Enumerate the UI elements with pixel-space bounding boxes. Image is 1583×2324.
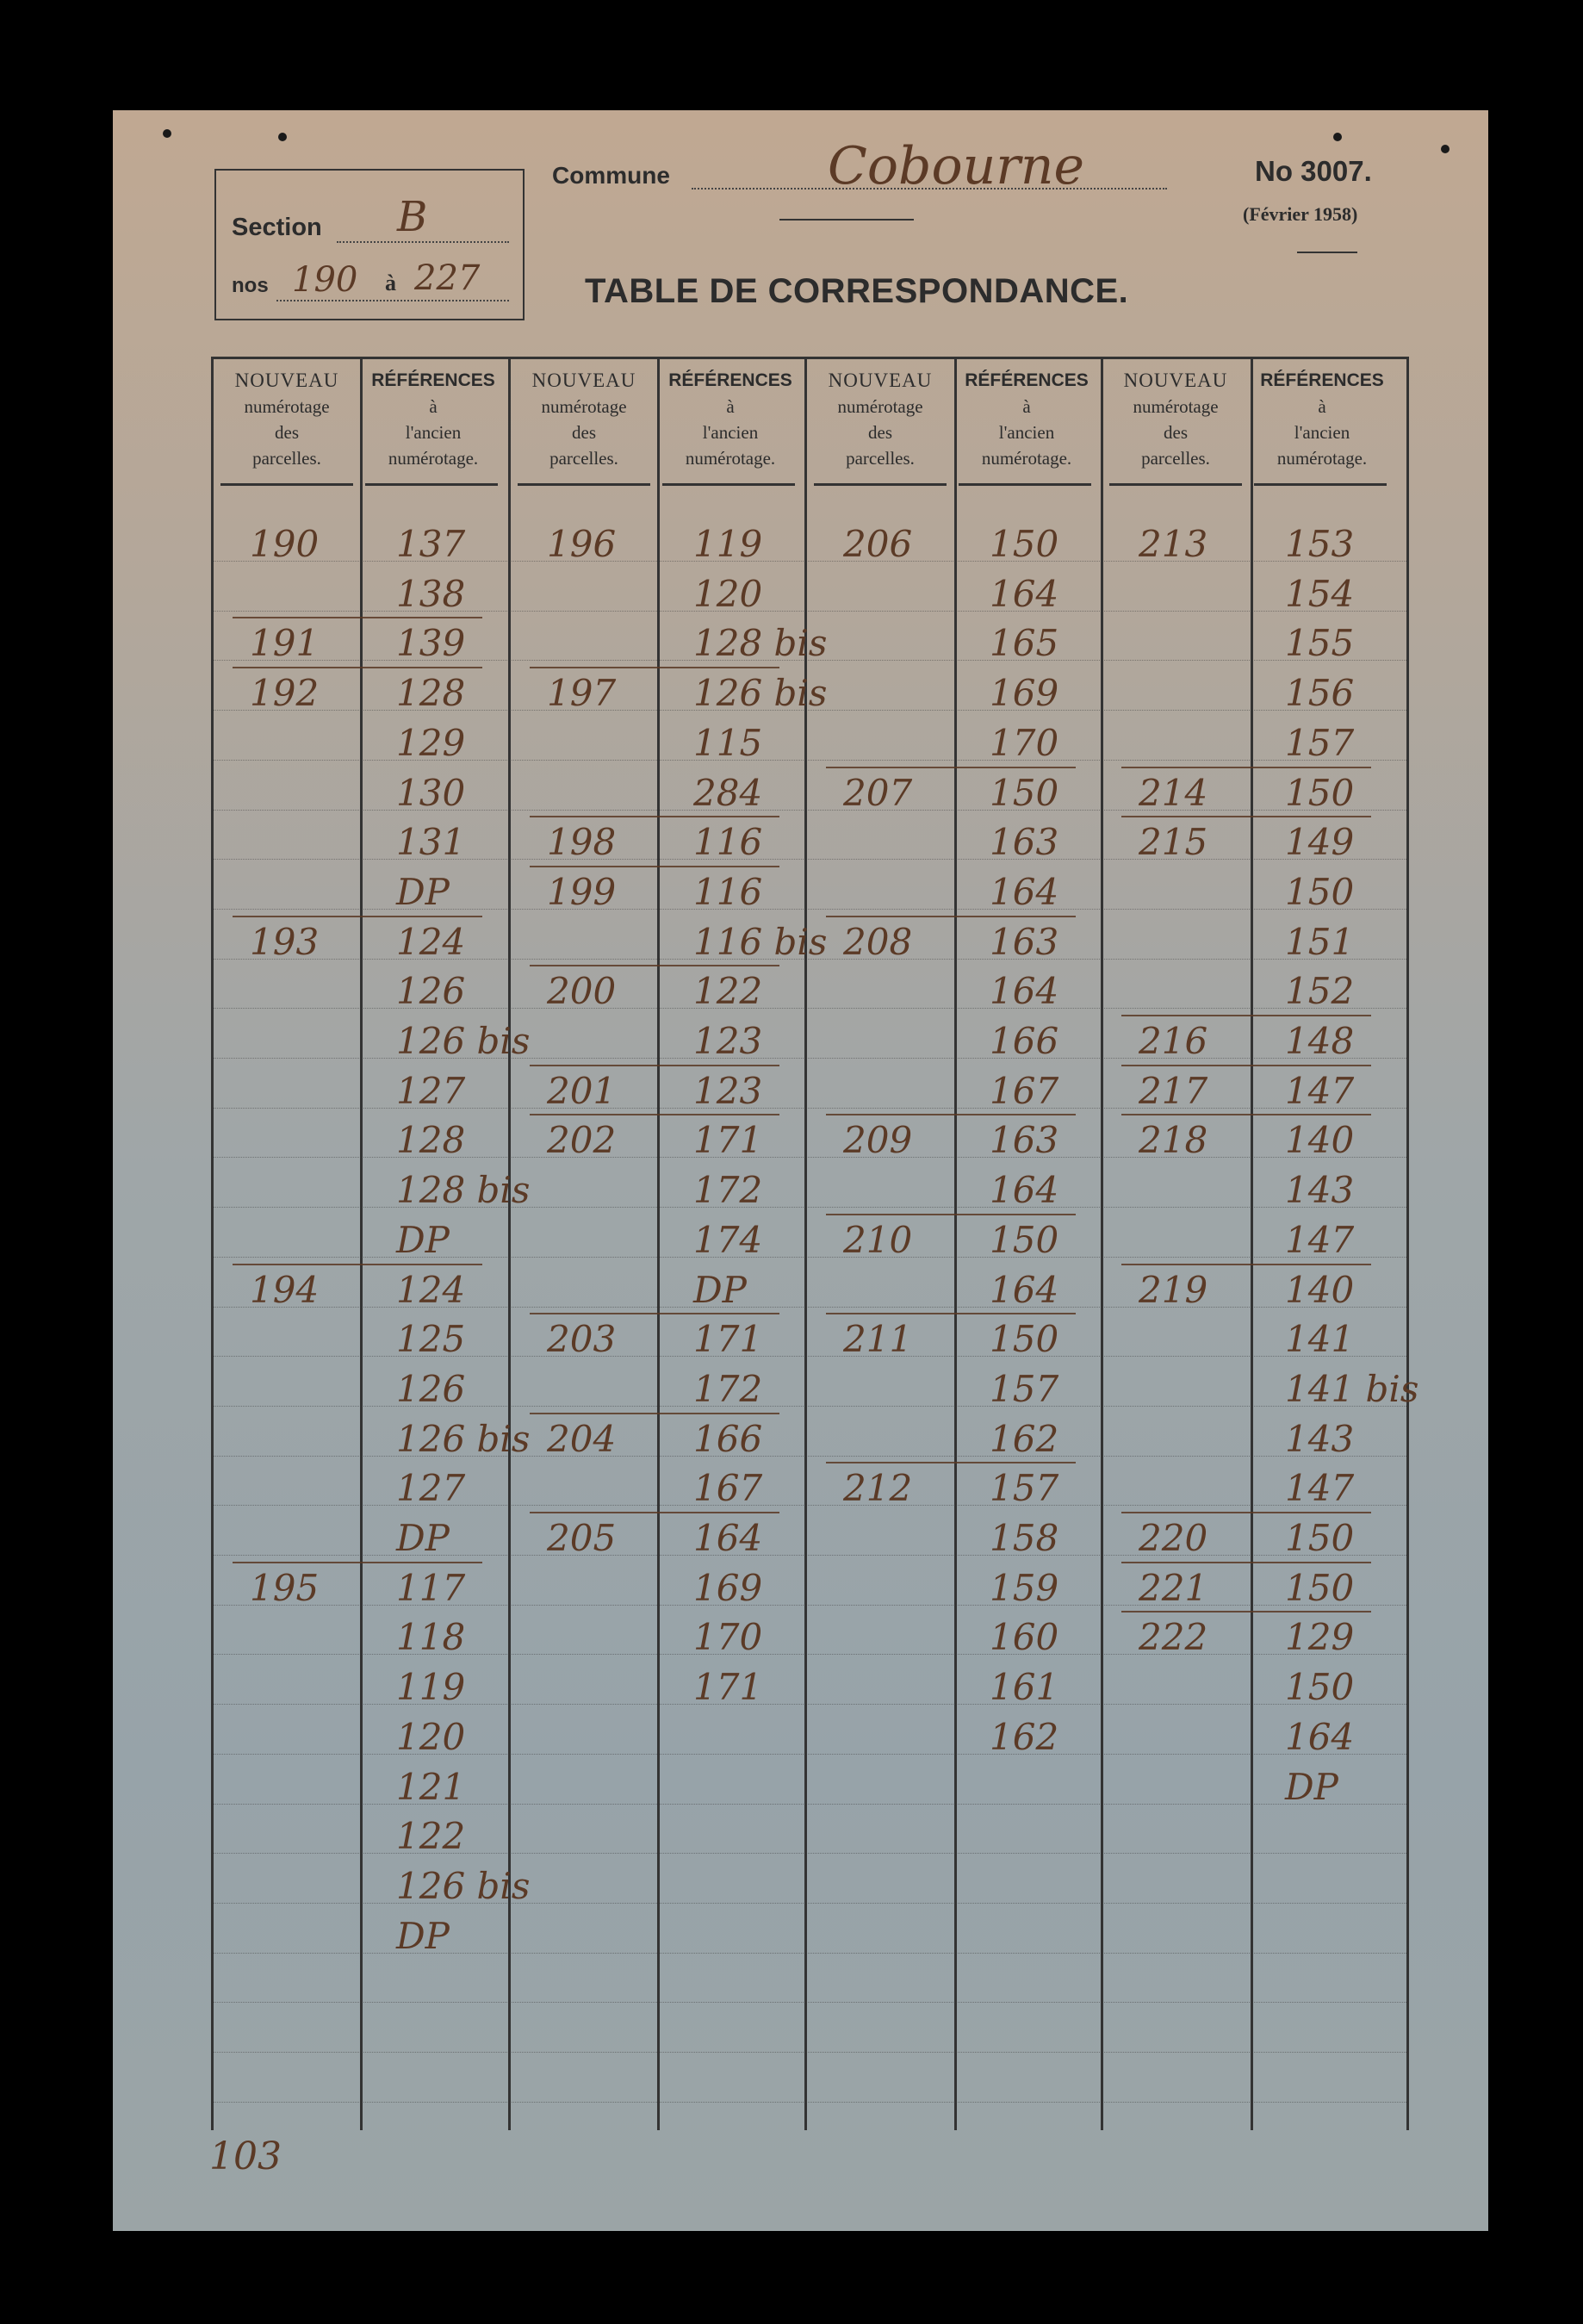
old-reference-number: 126 bbox=[396, 1367, 466, 1410]
old-reference-number: 164 bbox=[990, 1268, 1059, 1311]
old-reference-number: 165 bbox=[990, 622, 1059, 665]
old-reference-number: 164 bbox=[693, 1517, 763, 1559]
header-text: à bbox=[726, 396, 735, 417]
header-text: numérotage bbox=[1133, 396, 1219, 417]
header-text: NOUVEAU bbox=[828, 370, 933, 391]
header-references bbox=[955, 368, 1098, 471]
old-reference-number: DP bbox=[396, 1218, 450, 1261]
old-reference-number: 143 bbox=[1285, 1417, 1355, 1460]
section-dotted-line bbox=[337, 241, 509, 243]
row-rule bbox=[214, 1456, 1406, 1457]
old-reference-number: 150 bbox=[990, 523, 1059, 565]
new-parcel-number: 200 bbox=[547, 970, 617, 1013]
header-text: numérotage bbox=[244, 396, 330, 417]
group-separator bbox=[530, 816, 779, 817]
group-separator bbox=[233, 916, 482, 917]
old-reference-number: 126 bis bbox=[396, 1417, 531, 1460]
old-reference-number: 130 bbox=[396, 771, 466, 814]
new-parcel-number: 208 bbox=[843, 920, 913, 963]
section-value: B bbox=[397, 193, 428, 241]
old-reference-number: 116 bbox=[693, 870, 763, 913]
old-reference-number: 161 bbox=[990, 1666, 1059, 1709]
group-separator bbox=[233, 1562, 482, 1563]
old-reference-number: 162 bbox=[990, 1715, 1059, 1758]
old-reference-number: 163 bbox=[990, 1119, 1059, 1162]
old-reference-number: 150 bbox=[1285, 870, 1355, 913]
correspondence-table bbox=[211, 357, 1419, 2130]
row-rule bbox=[214, 1157, 1406, 1158]
old-reference-number: 120 bbox=[396, 1715, 466, 1758]
old-reference-number: 129 bbox=[396, 721, 466, 764]
group-separator bbox=[233, 617, 482, 618]
row-rule bbox=[214, 1555, 1406, 1556]
punch-hole bbox=[1333, 133, 1342, 141]
new-parcel-number: 217 bbox=[1139, 1069, 1208, 1112]
old-reference-number: 126 bbox=[396, 970, 466, 1013]
old-reference-number: 155 bbox=[1285, 622, 1355, 665]
old-reference-number: 128 bis bbox=[396, 1169, 531, 1212]
header-text: RÉFÉRENCES bbox=[1260, 370, 1384, 390]
old-reference-number: 147 bbox=[1285, 1218, 1355, 1261]
old-reference-number: 119 bbox=[396, 1666, 466, 1709]
old-reference-number: 141 bis bbox=[1285, 1367, 1419, 1410]
old-reference-number: 126 bis bbox=[396, 1020, 531, 1062]
divider bbox=[779, 219, 914, 221]
group-separator bbox=[1121, 1065, 1371, 1066]
old-reference-number: 157 bbox=[990, 1467, 1059, 1510]
new-parcel-number: 210 bbox=[843, 1218, 913, 1261]
form-date: (Février 1958) bbox=[1243, 203, 1358, 225]
old-reference-number: 284 bbox=[693, 771, 763, 814]
header-underline bbox=[220, 483, 353, 486]
group-separator bbox=[530, 866, 779, 867]
old-reference-number: 174 bbox=[693, 1218, 763, 1261]
header-text: numérotage bbox=[837, 396, 923, 417]
old-reference-number: 138 bbox=[396, 572, 466, 615]
old-reference-number: 150 bbox=[990, 1318, 1059, 1361]
old-reference-number: 128 bbox=[396, 672, 466, 715]
old-reference-number: 125 bbox=[396, 1318, 466, 1361]
header-text: des bbox=[1164, 422, 1188, 443]
commune-label: Commune bbox=[552, 162, 670, 189]
group-separator bbox=[826, 1462, 1076, 1463]
nos-to: 227 bbox=[414, 258, 481, 298]
old-reference-number: 153 bbox=[1285, 523, 1355, 565]
old-reference-number: 151 bbox=[1285, 920, 1355, 963]
header-references bbox=[1251, 368, 1394, 471]
group-separator bbox=[530, 1512, 779, 1513]
nos-a: à bbox=[385, 270, 396, 295]
old-reference-number: 156 bbox=[1285, 672, 1355, 715]
old-reference-number: DP bbox=[1285, 1765, 1338, 1808]
old-reference-number: 116 bis bbox=[693, 920, 828, 963]
old-reference-number: 169 bbox=[990, 672, 1059, 715]
new-parcel-number: 219 bbox=[1139, 1268, 1208, 1311]
group-separator bbox=[1121, 1562, 1371, 1563]
old-reference-number: 149 bbox=[1285, 821, 1355, 864]
old-reference-number: 122 bbox=[396, 1815, 466, 1858]
row-rule bbox=[214, 561, 1406, 562]
old-reference-number: 166 bbox=[693, 1417, 763, 1460]
header-references bbox=[362, 368, 505, 471]
old-reference-number: 164 bbox=[990, 870, 1059, 913]
group-separator bbox=[530, 1114, 779, 1115]
old-reference-number: 148 bbox=[1285, 1020, 1355, 1062]
new-parcel-number: 194 bbox=[250, 1268, 320, 1311]
group-separator bbox=[826, 767, 1076, 768]
header-text: l'ancien bbox=[405, 422, 462, 443]
header-text: des bbox=[572, 422, 596, 443]
old-reference-number: 160 bbox=[990, 1616, 1059, 1659]
old-reference-number: 140 bbox=[1285, 1119, 1355, 1162]
group-separator bbox=[1121, 1611, 1371, 1613]
new-parcel-number: 201 bbox=[547, 1069, 617, 1112]
old-reference-number: 115 bbox=[693, 721, 763, 764]
header-text: parcelles. bbox=[1141, 448, 1210, 469]
old-reference-number: 140 bbox=[1285, 1268, 1355, 1311]
column-divider bbox=[1101, 359, 1103, 2130]
nos-from: 190 bbox=[292, 260, 358, 300]
old-reference-number: 170 bbox=[990, 721, 1059, 764]
old-reference-number: 164 bbox=[990, 572, 1059, 615]
old-reference-number: 164 bbox=[990, 1169, 1059, 1212]
group-separator bbox=[530, 1413, 779, 1414]
group-separator bbox=[1121, 1264, 1371, 1265]
row-rule bbox=[214, 2052, 1406, 2053]
group-separator bbox=[826, 916, 1076, 917]
old-reference-number: 172 bbox=[693, 1169, 763, 1212]
new-parcel-number: 212 bbox=[843, 1467, 913, 1510]
header-underline bbox=[814, 483, 947, 486]
group-separator bbox=[826, 1313, 1076, 1314]
old-reference-number: 158 bbox=[990, 1517, 1059, 1559]
old-reference-number: 127 bbox=[396, 1069, 466, 1112]
old-reference-number: DP bbox=[396, 1517, 450, 1559]
old-reference-number: 128 bbox=[396, 1119, 466, 1162]
form-sheet bbox=[113, 110, 1488, 2231]
new-parcel-number: 199 bbox=[547, 870, 617, 913]
group-separator bbox=[530, 667, 779, 668]
group-separator bbox=[530, 1313, 779, 1314]
old-reference-number: 150 bbox=[990, 1218, 1059, 1261]
group-separator bbox=[233, 1264, 482, 1265]
header-underline bbox=[1254, 483, 1387, 486]
header-text: parcelles. bbox=[252, 448, 321, 469]
old-reference-number: 129 bbox=[1285, 1616, 1355, 1659]
row-rule bbox=[214, 611, 1406, 612]
new-parcel-number: 221 bbox=[1139, 1566, 1208, 1609]
column-divider bbox=[954, 359, 957, 2130]
row-rule bbox=[214, 1008, 1406, 1009]
header-text: NOUVEAU bbox=[1123, 370, 1228, 391]
old-reference-number: 117 bbox=[396, 1566, 466, 1609]
row-rule bbox=[214, 1704, 1406, 1705]
header-underline bbox=[1109, 483, 1242, 486]
row-rule bbox=[214, 2002, 1406, 2003]
header-text: RÉFÉRENCES bbox=[965, 370, 1089, 390]
row-rule bbox=[214, 810, 1406, 811]
group-separator bbox=[1121, 1114, 1371, 1115]
header-text: l'ancien bbox=[1294, 422, 1350, 443]
new-parcel-number: 213 bbox=[1139, 523, 1208, 565]
new-parcel-number: 215 bbox=[1139, 821, 1208, 864]
old-reference-number: 139 bbox=[396, 622, 466, 665]
old-reference-number: 162 bbox=[990, 1417, 1059, 1460]
group-separator bbox=[1121, 1512, 1371, 1513]
header-text: l'ancien bbox=[998, 422, 1055, 443]
header-text: numérotage. bbox=[981, 448, 1072, 469]
punch-hole bbox=[1441, 145, 1450, 153]
group-separator bbox=[1121, 1015, 1371, 1016]
header-text: parcelles. bbox=[549, 448, 618, 469]
old-reference-number: DP bbox=[693, 1268, 747, 1311]
row-rule bbox=[214, 1853, 1406, 1854]
header-text: numérotage bbox=[541, 396, 627, 417]
row-rule bbox=[214, 1953, 1406, 1954]
group-separator bbox=[530, 1065, 779, 1066]
old-reference-number: 127 bbox=[396, 1467, 466, 1510]
old-reference-number: 131 bbox=[396, 821, 466, 864]
header-text: numérotage. bbox=[1276, 448, 1368, 469]
new-parcel-number: 197 bbox=[547, 672, 617, 715]
header-underline bbox=[959, 483, 1091, 486]
old-reference-number: 124 bbox=[396, 920, 466, 963]
section-box bbox=[214, 169, 525, 320]
old-reference-number: 147 bbox=[1285, 1069, 1355, 1112]
old-reference-number: 167 bbox=[990, 1069, 1059, 1112]
old-reference-number: 163 bbox=[990, 821, 1059, 864]
group-separator bbox=[1121, 767, 1371, 768]
header-text: à bbox=[429, 396, 438, 417]
row-rule bbox=[214, 1605, 1406, 1606]
old-reference-number: 150 bbox=[1285, 1517, 1355, 1559]
old-reference-number: 121 bbox=[396, 1765, 466, 1808]
old-reference-number: 123 bbox=[693, 1020, 763, 1062]
new-parcel-number: 191 bbox=[250, 622, 320, 665]
old-reference-number: 157 bbox=[1285, 721, 1355, 764]
old-reference-number: 159 bbox=[990, 1566, 1059, 1609]
old-reference-number: 171 bbox=[693, 1666, 763, 1709]
header-nouveau bbox=[1104, 368, 1247, 471]
header-underline bbox=[365, 483, 498, 486]
old-reference-number: 172 bbox=[693, 1367, 763, 1410]
old-reference-number: 128 bis bbox=[693, 622, 828, 665]
divider bbox=[1297, 252, 1357, 253]
new-parcel-number: 202 bbox=[547, 1119, 617, 1162]
new-parcel-number: 218 bbox=[1139, 1119, 1208, 1162]
group-separator bbox=[826, 1214, 1076, 1215]
header-text: l'ancien bbox=[702, 422, 759, 443]
row-rule bbox=[214, 1108, 1406, 1109]
new-parcel-number: 211 bbox=[843, 1318, 913, 1361]
header-text: des bbox=[275, 422, 299, 443]
nos-label: nos bbox=[232, 274, 269, 297]
old-reference-number: 171 bbox=[693, 1318, 763, 1361]
old-reference-number: 150 bbox=[1285, 1566, 1355, 1609]
old-reference-number: 143 bbox=[1285, 1169, 1355, 1212]
header-underline bbox=[518, 483, 650, 486]
old-reference-number: 126 bis bbox=[693, 672, 828, 715]
old-reference-number: 171 bbox=[693, 1119, 763, 1162]
row-rule bbox=[214, 1654, 1406, 1655]
old-reference-number: 141 bbox=[1285, 1318, 1355, 1361]
column-divider bbox=[1251, 359, 1253, 2130]
old-reference-number: 150 bbox=[1285, 1666, 1355, 1709]
old-reference-number: 124 bbox=[396, 1268, 466, 1311]
new-parcel-number: 193 bbox=[250, 920, 320, 963]
group-separator bbox=[530, 965, 779, 966]
header-text: RÉFÉRENCES bbox=[668, 370, 792, 390]
old-reference-number: 123 bbox=[693, 1069, 763, 1112]
row-rule bbox=[214, 1257, 1406, 1258]
old-reference-number: 119 bbox=[693, 523, 763, 565]
old-reference-number: 118 bbox=[396, 1616, 466, 1659]
form-number: No 3007. bbox=[1255, 155, 1372, 187]
new-parcel-number: 209 bbox=[843, 1119, 913, 1162]
new-parcel-number: 205 bbox=[547, 1517, 617, 1559]
group-separator bbox=[233, 667, 482, 668]
new-parcel-number: 222 bbox=[1139, 1616, 1208, 1659]
nos-dotted-line bbox=[276, 300, 509, 301]
old-reference-number: 166 bbox=[990, 1020, 1059, 1062]
old-reference-number: 163 bbox=[990, 920, 1059, 963]
old-reference-number: 150 bbox=[990, 771, 1059, 814]
header-text: parcelles. bbox=[846, 448, 915, 469]
new-parcel-number: 192 bbox=[250, 672, 320, 715]
header-underline bbox=[662, 483, 795, 486]
header-text: à bbox=[1318, 396, 1326, 417]
new-parcel-number: 214 bbox=[1139, 771, 1208, 814]
header-text: à bbox=[1022, 396, 1031, 417]
header-nouveau bbox=[512, 368, 655, 471]
column-divider bbox=[360, 359, 363, 2130]
old-reference-number: 169 bbox=[693, 1566, 763, 1609]
old-reference-number: 157 bbox=[990, 1367, 1059, 1410]
section-label: Section bbox=[232, 214, 322, 241]
header-text: RÉFÉRENCES bbox=[371, 370, 495, 390]
header-nouveau bbox=[215, 368, 358, 471]
row-rule bbox=[214, 1505, 1406, 1506]
commune-value: Cobourne bbox=[828, 136, 1085, 196]
page-title: TABLE DE CORRESPONDANCE. bbox=[585, 272, 1129, 310]
old-reference-number: 147 bbox=[1285, 1467, 1355, 1510]
new-parcel-number: 204 bbox=[547, 1417, 617, 1460]
header-text: des bbox=[868, 422, 892, 443]
old-reference-number: 116 bbox=[693, 821, 763, 864]
new-parcel-number: 220 bbox=[1139, 1517, 1208, 1559]
header-nouveau bbox=[809, 368, 952, 471]
old-reference-number: 170 bbox=[693, 1616, 763, 1659]
old-reference-number: 167 bbox=[693, 1467, 763, 1510]
row-rule bbox=[214, 1754, 1406, 1755]
row-rule bbox=[214, 2102, 1406, 2103]
old-reference-number: 154 bbox=[1285, 572, 1355, 615]
footer-note: 103 bbox=[209, 2134, 282, 2178]
new-parcel-number: 195 bbox=[250, 1566, 320, 1609]
row-rule bbox=[214, 1356, 1406, 1357]
old-reference-number: 164 bbox=[1285, 1715, 1355, 1758]
row-rule bbox=[214, 1903, 1406, 1904]
new-parcel-number: 190 bbox=[250, 523, 320, 565]
old-reference-number: DP bbox=[396, 870, 450, 913]
header-references bbox=[659, 368, 802, 471]
old-reference-number: 150 bbox=[1285, 771, 1355, 814]
group-separator bbox=[826, 1114, 1076, 1115]
punch-hole bbox=[278, 133, 287, 141]
row-rule bbox=[214, 1207, 1406, 1208]
row-rule bbox=[214, 909, 1406, 910]
header-text: numérotage. bbox=[685, 448, 776, 469]
column-divider bbox=[657, 359, 660, 2130]
old-reference-number: DP bbox=[396, 1914, 450, 1957]
old-reference-number: 120 bbox=[693, 572, 763, 615]
row-rule bbox=[214, 859, 1406, 860]
group-separator bbox=[1121, 816, 1371, 817]
old-reference-number: 164 bbox=[990, 970, 1059, 1013]
row-rule bbox=[214, 1307, 1406, 1308]
old-reference-number: 126 bis bbox=[396, 1864, 531, 1907]
header-text: NOUVEAU bbox=[531, 370, 636, 391]
new-parcel-number: 206 bbox=[843, 523, 913, 565]
row-rule bbox=[214, 760, 1406, 761]
old-reference-number: 152 bbox=[1285, 970, 1355, 1013]
new-parcel-number: 198 bbox=[547, 821, 617, 864]
punch-hole bbox=[163, 129, 171, 138]
new-parcel-number: 203 bbox=[547, 1318, 617, 1361]
row-rule bbox=[214, 1058, 1406, 1059]
new-parcel-number: 216 bbox=[1139, 1020, 1208, 1062]
new-parcel-number: 196 bbox=[547, 523, 617, 565]
header-text: NOUVEAU bbox=[234, 370, 339, 391]
old-reference-number: 137 bbox=[396, 523, 466, 565]
new-parcel-number: 207 bbox=[843, 771, 913, 814]
row-rule bbox=[214, 1406, 1406, 1407]
row-rule bbox=[214, 1804, 1406, 1805]
header-text: numérotage. bbox=[388, 448, 479, 469]
old-reference-number: 122 bbox=[693, 970, 763, 1013]
